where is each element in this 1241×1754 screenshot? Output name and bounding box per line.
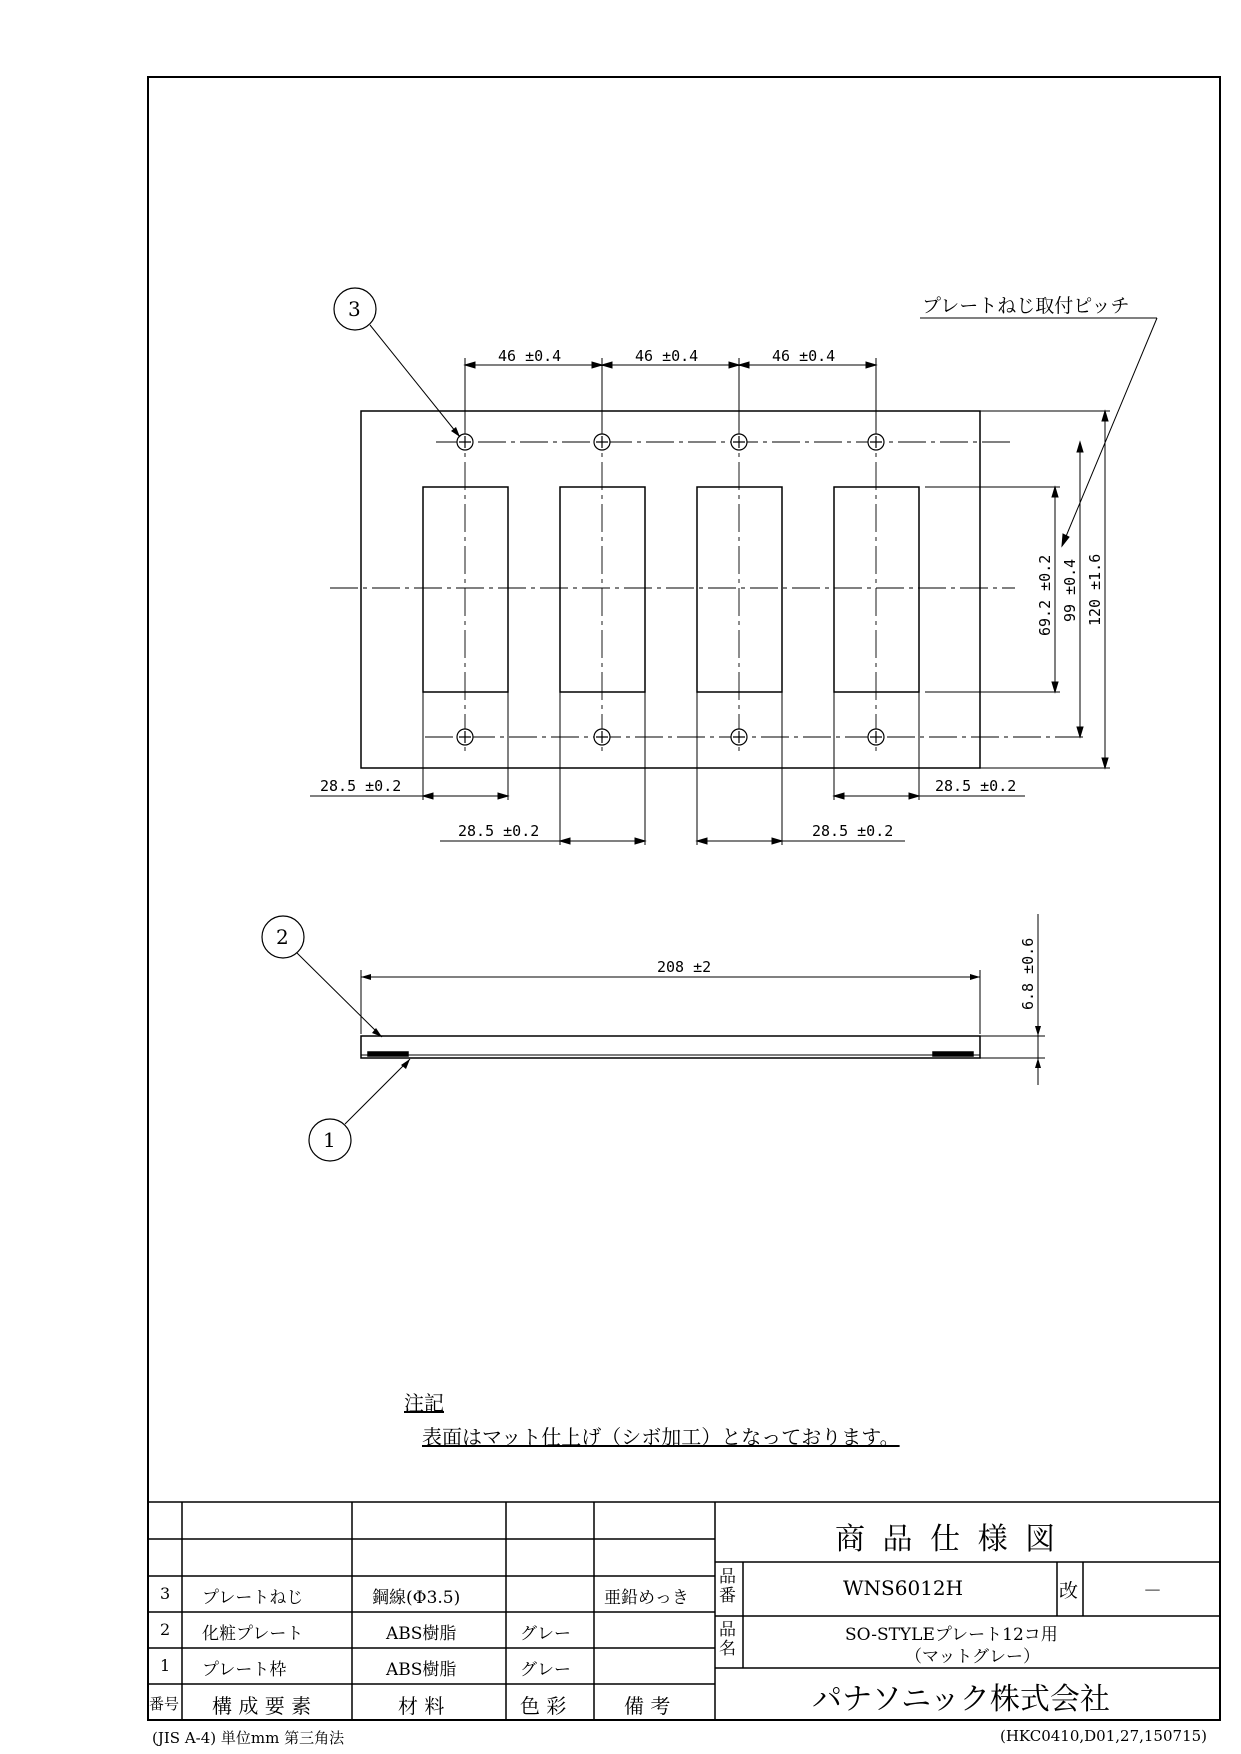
opening-1 [423,487,508,692]
dim-opening-width-2: 28.5 ±0.2 [458,822,540,840]
screw-icon [731,729,747,745]
row1-part: プレート枠 [202,1660,287,1680]
row1-color: グレー [520,1660,571,1680]
rev-label: 改 [1059,1580,1079,1602]
product-name-line2: （マットグレー） [905,1647,1040,1667]
row3-material: 鋼線(Φ3.5) [372,1588,461,1608]
row3-part: プレートねじ [202,1588,304,1608]
header-color: 色 彩 [520,1694,567,1718]
callout-1: 1 [323,1128,336,1152]
footer-right: (HKC0410,D01,27,150715) [1000,1727,1208,1745]
note-body: 表面はマット仕上げ（シボ加工）となっております。 [422,1425,900,1449]
dim-opening-width-3: 28.5 ±0.2 [812,822,894,840]
dim-plate-thickness: 6.8 ±0.6 [1019,937,1037,1010]
screw-icon [868,729,884,745]
rev-value: － [1143,1580,1163,1602]
center-lines [330,420,1085,755]
screw-icon [457,729,473,745]
header-remarks: 備 考 [624,1694,671,1718]
screw-icon [868,434,884,450]
row3-remark: 亜鉛めっき [604,1588,689,1608]
screw-icon [594,729,610,745]
dim-plate-width: 208 ±2 [657,958,712,976]
front-view [361,411,980,768]
sheet-border [148,77,1220,1720]
header-number: 番号 [149,1695,180,1713]
side-view [361,914,1045,1085]
dim-plate-height: 120 ±1.6 [1086,553,1104,626]
opening-4 [834,487,919,692]
screw-icon [594,434,610,450]
row2-color: グレー [520,1624,571,1644]
dim-right-lines [925,411,1110,768]
callout-2: 2 [276,925,289,949]
row3-no: 3 [160,1584,171,1603]
pitch-leader [920,318,1157,546]
row1-material: ABS樹脂 [386,1660,457,1680]
row1-no: 1 [160,1656,171,1675]
plate-outline [361,411,980,768]
opening-2 [560,487,645,692]
header-material: 材 料 [398,1694,445,1718]
dim-opening-height: 69.2 ±0.2 [1036,554,1054,636]
row2-no: 2 [160,1620,171,1639]
dim-screw-pitch-vertical: 99 ±0.4 [1061,558,1079,622]
part-no: WNS6012H [843,1576,964,1600]
row2-part: 化粧プレート [202,1624,304,1644]
drawing-title: 商 品 仕 様 図 [835,1522,1060,1557]
opening-3 [697,487,782,692]
dim-pitch-1: 46 ±0.4 [498,347,562,365]
header-component: 構 成 要 素 [212,1694,312,1718]
dim-pitch-3: 46 ±0.4 [772,347,836,365]
product-name-line1: SO-STYLEプレート12コ用 [845,1625,1058,1645]
callout-3: 3 [348,297,361,321]
dim-top-lines [465,358,876,430]
screws [457,434,884,745]
dim-pitch-2: 46 ±0.4 [635,347,699,365]
callout-3-leader [370,325,460,437]
dim-opening-width-4: 28.5 ±0.2 [935,777,1017,795]
part-no-label: 品番 [719,1567,736,1606]
pitch-label: プレートねじ取付ピッチ [922,295,1130,317]
name-label: 品名 [719,1620,736,1659]
dim-opening-width-1: 28.5 ±0.2 [320,777,402,795]
footer-left: (JIS A-4) 単位mm 第三角法 [152,1729,345,1747]
company-name: パナソニック株式会社 [812,1682,1110,1717]
note-heading: 注記 [404,1391,444,1415]
row2-material: ABS樹脂 [386,1624,457,1644]
screw-icon [731,434,747,450]
